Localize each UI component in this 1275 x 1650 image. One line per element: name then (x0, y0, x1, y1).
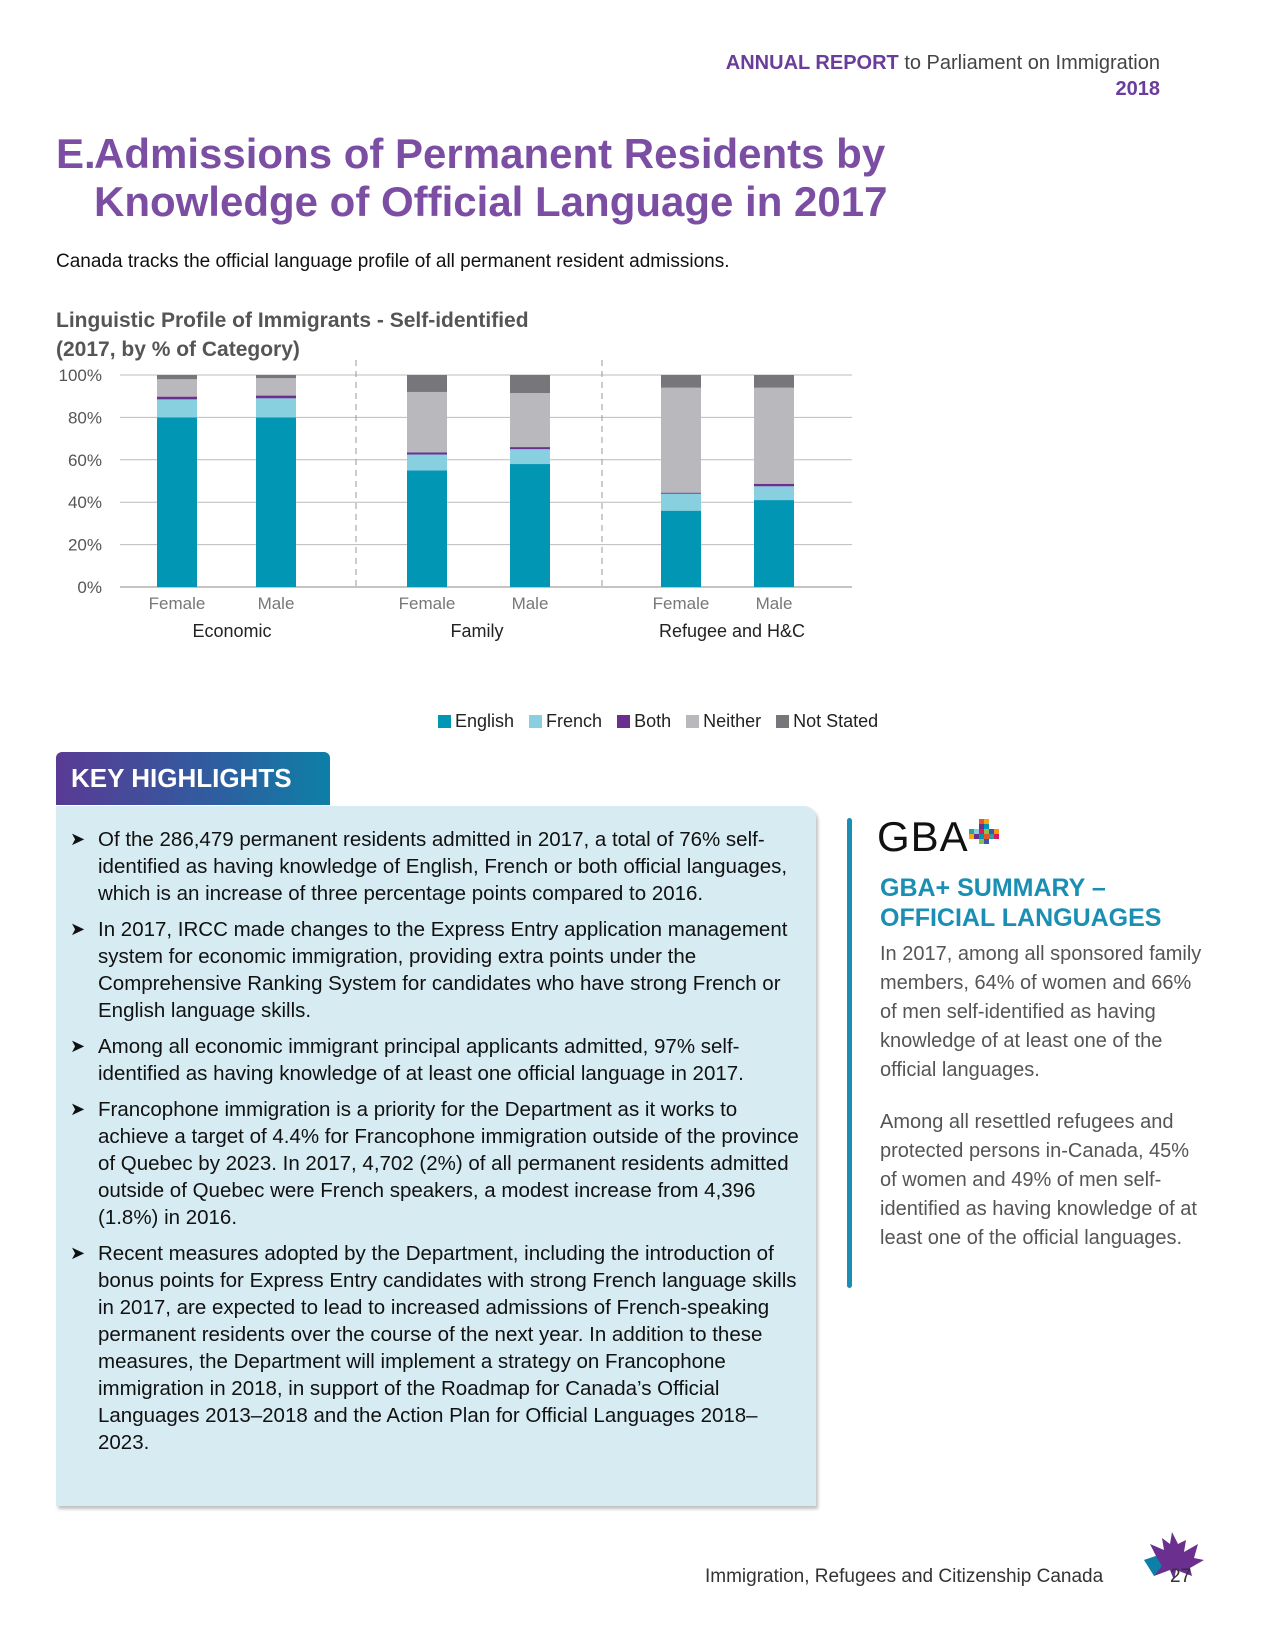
page-title (56, 130, 956, 226)
gba-paragraph: Among all resettled refugees and protected persons in-Canada, 45% of women and 49% of men self-identified as having knowledge of at least one of the official languages. (880, 1111, 1197, 1249)
bar-segment (256, 396, 296, 399)
x-category-label: Female (148, 594, 206, 613)
y-tick-label: 20% (67, 535, 102, 555)
x-category-label: Female (652, 594, 710, 613)
chart-legend (438, 711, 878, 732)
bar-segment (407, 470, 447, 587)
legend-item (438, 711, 514, 732)
section-letter: E. (56, 130, 96, 177)
legend-item (617, 711, 671, 732)
report-year: 2018 (1115, 78, 1160, 100)
legend-swatch (686, 715, 699, 728)
bar-segment (407, 452, 447, 454)
bar-segment (256, 378, 296, 395)
gba-heading (880, 873, 1161, 933)
arrow-bullet-icon: ➤ (70, 829, 86, 849)
arrow-bullet-icon: ➤ (70, 1243, 86, 1263)
arrow-bullet-icon: ➤ (70, 1099, 86, 1119)
bar-segment (157, 399, 197, 417)
legend-item (686, 711, 761, 732)
bar-segment (754, 486, 794, 500)
highlight-item (70, 1240, 804, 1456)
x-group-label: Family (450, 621, 504, 641)
bar-segment (754, 388, 794, 484)
bar-segment (661, 511, 701, 587)
bar-segment (157, 417, 197, 587)
bar-segment (157, 397, 197, 400)
sidebar-rule (847, 818, 852, 1288)
bar-segment (510, 449, 550, 464)
chart-title-line-1: Linguistic Profile of Immigrants - Self-identified (56, 309, 529, 332)
highlight-item (70, 826, 804, 907)
gba-heading-line-1: GBA+ SUMMARY – (880, 874, 1106, 902)
arrow-bullet-icon: ➤ (70, 1036, 86, 1056)
legend-item (529, 711, 602, 732)
bar-segment (661, 375, 701, 388)
report-label: ANNUAL REPORT (725, 52, 899, 74)
bar-segment (754, 500, 794, 587)
x-category-label: Male (257, 594, 295, 613)
stacked-bar-chart (40, 366, 890, 660)
gba-paragraph: In 2017, among all sponsored family members, 64% of women and 66% of men self-identified as having knowledge of at least one of the official languages. (880, 943, 1202, 1081)
chart-title-line-2: (2017, by % of Category) (56, 338, 300, 361)
bar-segment (157, 379, 197, 396)
legend-swatch (776, 715, 789, 728)
bar-segment (157, 375, 197, 379)
highlight-text: Francophone immigration is a priority for the Department as it works to achieve a target of 4.4% for Francophone immigration outside of the province of Quebec by 2023. In 2017, 4,702 (2%) of all permanent residents admitted outside of Quebec were French speakers, a modest increase from 4,396 (1.8%) in 2016. (98, 1098, 799, 1229)
bar-segment (407, 455, 447, 471)
legend-label: Neither (703, 711, 762, 731)
y-tick-label: 0% (77, 578, 102, 597)
legend-label: Both (634, 711, 672, 731)
legend-swatch (617, 715, 630, 728)
y-tick-label: 100% (58, 366, 102, 385)
bar-segment (407, 375, 447, 392)
footer-org: Immigration, Refugees and Citizenship Canada (705, 1566, 1104, 1587)
gba-heading-line-2: OFFICIAL LANGUAGES (880, 904, 1162, 932)
bar-segment (407, 392, 447, 452)
intro-text: Canada tracks the official language profile of all permanent resident admissions. (56, 251, 730, 272)
bar-segment (754, 375, 794, 388)
y-tick-label: 40% (67, 493, 102, 513)
bar-segment (661, 493, 701, 494)
plus-mosaic-icon (969, 817, 999, 847)
legend-swatch (438, 715, 451, 728)
highlight-text: Recent measures adopted by the Department, including the introduction of bonus points for Express Entry candidates with strong French language skills in 2017, are expected to lead to increased admissions of French-speaking permanent residents over the course of the next year. In addition to these measures, the Department will implement a strategy on Francophone immigration in 2018, in support of the Roadmap for Canada’s Official Languages 2013–2018 and the Action Plan for Official Languages 2018–2023. (98, 1242, 797, 1454)
y-tick-label: 80% (67, 408, 102, 428)
bar-segment (256, 417, 296, 587)
x-category-label: Female (398, 594, 456, 613)
x-group-label: Refugee and H&C (658, 621, 806, 641)
gba-plus-logo (877, 813, 999, 861)
chart-title (56, 306, 529, 364)
running-header (726, 50, 1160, 102)
highlight-text: Among all economic immigrant principal applicants admitted, 97% self-identified as having knowledge of at least one official language in 2017. (98, 1035, 744, 1085)
key-highlights-box (56, 806, 816, 1506)
legend-label: French (546, 711, 603, 731)
key-highlights-tab: KEY HIGHLIGHTS (56, 752, 330, 805)
gba-logo-text: GBA (877, 813, 969, 860)
legend-label: Not Stated (793, 711, 879, 731)
title-line-1: Admissions of Permanent Residents by (94, 130, 886, 177)
arrow-bullet-icon: ➤ (70, 919, 86, 939)
legend-swatch (529, 715, 542, 728)
report-subtitle: to Parliament on Immigration (898, 52, 1160, 74)
bar-segment (510, 375, 550, 393)
bar-segment (510, 447, 550, 449)
highlight-item (70, 1033, 804, 1087)
bar-segment (754, 484, 794, 487)
highlight-item (70, 916, 804, 1024)
highlight-item (70, 1096, 804, 1231)
x-group-label: Economic (192, 621, 272, 641)
legend-label: English (455, 711, 515, 731)
bar-segment (661, 494, 701, 511)
legend-item (776, 711, 878, 732)
highlight-text: Of the 286,479 permanent residents admitted in 2017, a total of 76% self-identified as having knowledge of English, French or both official languages, which is an increase of three percentage points compared to 2016. (98, 828, 788, 905)
bar-segment (661, 388, 701, 493)
highlight-text: In 2017, IRCC made changes to the Express Entry application management system for economic immigration, providing extra points under the Comprehensive Ranking System for candidates who have strong French or English language skills. (98, 918, 788, 1022)
x-category-label: Male (511, 594, 549, 613)
y-tick-label: 60% (67, 450, 102, 470)
bar-segment (510, 464, 550, 587)
page-number: 27 (1170, 1566, 1192, 1587)
bar-segment (256, 398, 296, 417)
bar-segment (510, 393, 550, 447)
bar-segment (256, 375, 296, 378)
x-category-label: Male (755, 594, 793, 613)
title-line-2: Knowledge of Official Language in 2017 (94, 178, 888, 225)
